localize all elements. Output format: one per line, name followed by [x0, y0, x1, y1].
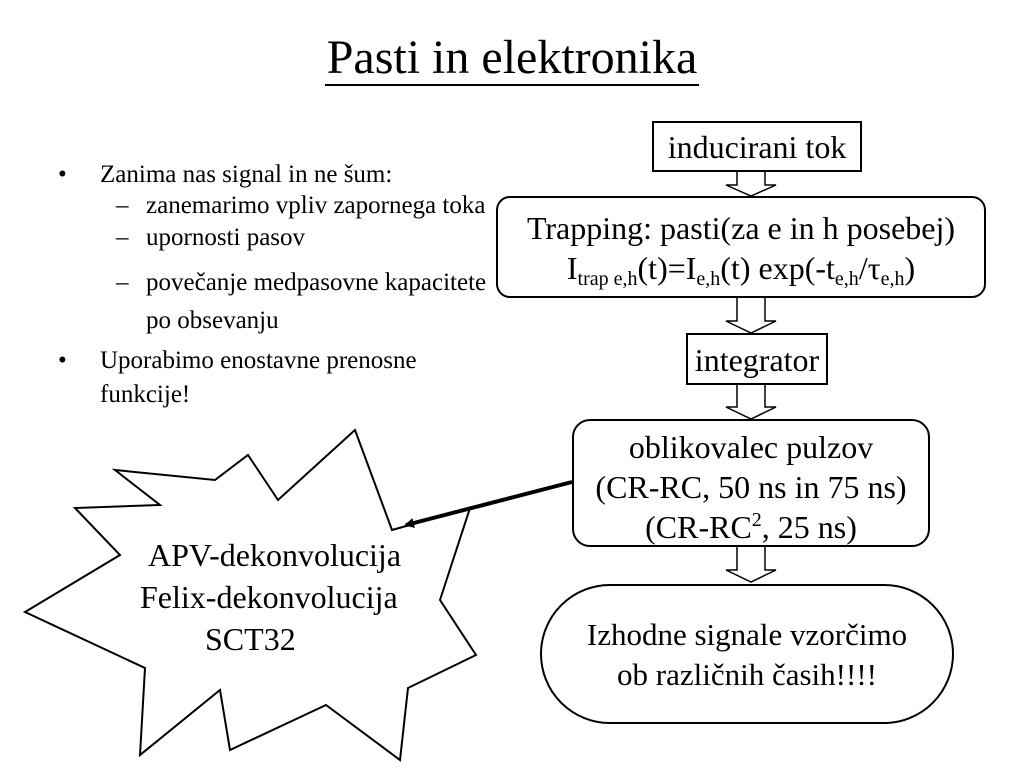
sub-bullet-text: povečanje medpasovne kapacitete po obsevanju	[146, 269, 487, 334]
formula-subscript: e,h	[834, 268, 859, 290]
dash-icon: –	[116, 192, 129, 219]
trapping-box	[496, 196, 986, 298]
box-label: Izhodne signale vzorčimo	[586, 617, 908, 652]
box-label: Trapping: pasti(za e in h posebej)	[526, 210, 956, 246]
dash-icon: –	[116, 224, 129, 251]
bullet-dot-icon: •	[58, 347, 67, 374]
formula-part: (t) exp(-t	[720, 250, 835, 286]
slide-title-text: Pasti in elektronika	[326, 31, 698, 84]
formula-subscript: trap e,h	[577, 268, 638, 290]
trapping-formula	[498, 248, 984, 288]
integrator-box	[686, 333, 828, 385]
box-label: oblikovalec pulzov	[628, 429, 874, 465]
formula-subscript: e,h	[696, 268, 721, 290]
box-label: ob različnih časih!!!!	[617, 657, 877, 692]
label-superscript: 2	[751, 509, 762, 531]
box-label: integrator	[694, 342, 820, 378]
connector-arrow	[406, 482, 572, 525]
flow-arrow	[726, 172, 776, 196]
flow-arrow	[726, 385, 776, 419]
formula-part: /τ	[858, 250, 881, 286]
bullet-dot-icon: •	[58, 161, 67, 188]
flow-arrow	[726, 547, 776, 582]
pulse-shaper-box	[572, 419, 930, 547]
flow-arrow	[726, 298, 776, 333]
formula-part: I	[566, 250, 578, 286]
dash-icon: –	[116, 269, 129, 296]
induced-current-box	[652, 121, 862, 172]
box-label: inducirani tok	[667, 129, 847, 165]
box-label	[574, 507, 928, 547]
formula-part: (t)=I	[637, 250, 697, 286]
output-sampling-box	[540, 584, 954, 724]
formula-subscript: e,h	[880, 268, 905, 290]
sub-bullet-text: zanemarimo vpliv zapornega toka	[146, 192, 486, 219]
label-part: (CR-RC	[645, 509, 752, 545]
sub-bullet-text: upornosti pasov	[146, 224, 306, 251]
starburst-label: Felix-dekonvolucija	[140, 579, 398, 615]
starburst-label: SCT32	[205, 621, 296, 657]
box-label: (CR-RC, 50 ns in 75 ns)	[595, 469, 907, 505]
starburst-label: APV-dekonvolucija	[148, 537, 402, 573]
formula-part: )	[904, 250, 916, 286]
label-part: , 25 ns)	[761, 509, 857, 545]
bullet-text: Zanima nas signal in ne šum:	[100, 161, 393, 188]
bullet-text: Uporabimo enostavne prenosne funkcije!	[100, 347, 417, 408]
